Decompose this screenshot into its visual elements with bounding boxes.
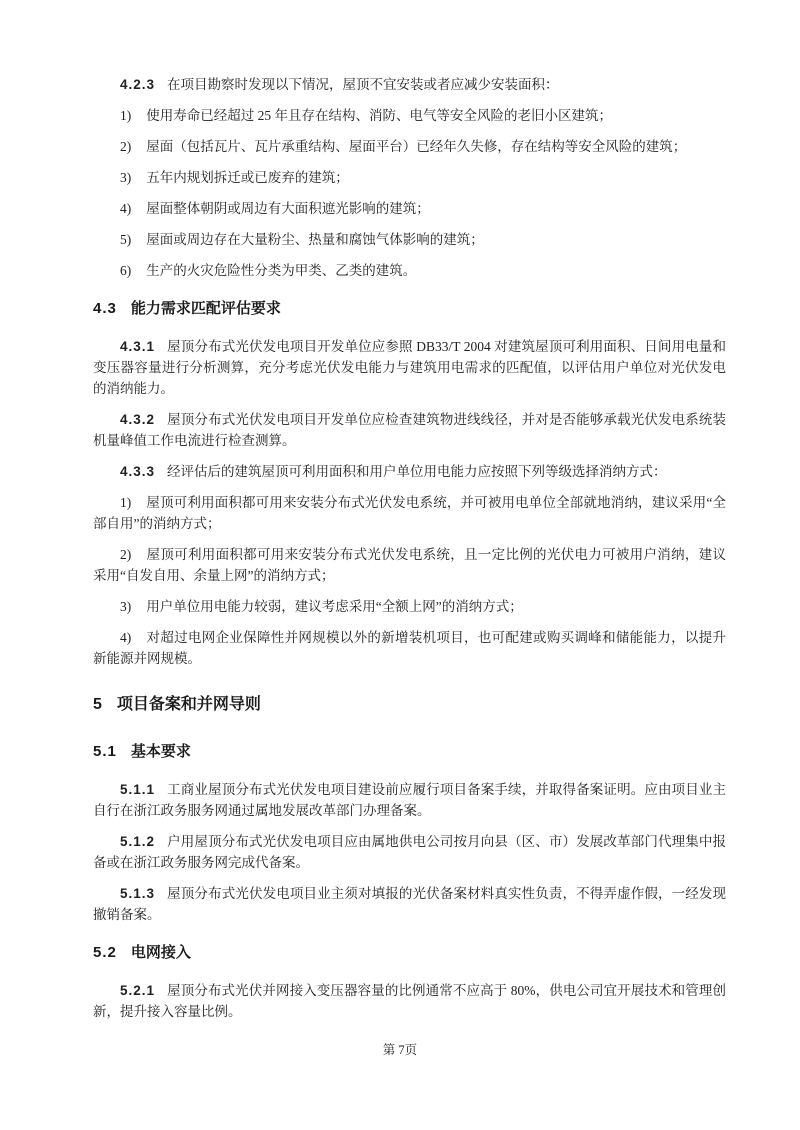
clause-4-3-3: [93, 461, 726, 482]
item-text: 屋面或周边存在大量粉尘、热量和腐蚀气体影响的建筑；: [146, 232, 484, 247]
clause-4-3-2: [93, 409, 726, 451]
clause-number: 5.1.2: [120, 834, 156, 849]
heading-text: 项目备案和并网导则: [116, 696, 261, 713]
clause-5-1-2: [93, 831, 726, 873]
item-number: 6): [120, 263, 132, 278]
item-text: 屋顶可利用面积都可用来安装分布式光伏发电系统，并可被用电单位全部就地消纳，建议采用“全部自用”的消纳方式；: [93, 495, 726, 531]
clause-text: 经评估后的建筑屋顶可利用面积和用户单位用电能力应按照下列等级选择消纳方式：: [167, 464, 667, 479]
clause-text: 屋顶分布式光伏并网接入变压器容量的比例通常不应高于 80%，供电公司宜开展技术和管理创新，提升接入容量比例。: [93, 983, 726, 1019]
item-text: 对超过电网企业保障性并网规模以外的新增装机项目，也可配建或购买调峰和储能能力，以提升新能源并网规模。: [93, 630, 726, 666]
item-number: 4): [120, 630, 132, 645]
list-item-4: [93, 627, 726, 669]
clause-text: 屋顶分布式光伏发电项目开发单位应检查建筑物进线线径，并对是否能够承载光伏发电系统装机量峰值工作电流进行检查测算。: [93, 412, 726, 448]
heading-text: 基本要求: [130, 743, 191, 760]
item-number: 5): [120, 232, 132, 247]
item-number: 2): [120, 139, 132, 154]
clause-text: 屋顶分布式光伏发电项目开发单位应参照 DB33/T 2004 对建筑屋顶可利用面积、日间用电量和变压器容量进行分析测算，充分考虑光伏发电能力与建筑用电需求的匹配值，以评估用户单位对光伏发电的消纳能力。: [93, 339, 726, 396]
item-number: 3): [120, 170, 132, 185]
clause-5-1-1: [93, 779, 726, 821]
list-item-1: [93, 105, 726, 126]
item-number: 2): [120, 547, 132, 562]
heading-number: 4.3: [93, 300, 117, 317]
list-item-5: [93, 229, 726, 250]
clause-text: 工商业屋顶分布式光伏发电项目建设前应履行项目备案手续，并取得备案证明。应由项目业主自行在浙江政务服务网通过属地发展改革部门办理备案。: [93, 782, 726, 818]
item-number: 1): [120, 108, 132, 123]
heading-number: 5.2: [93, 944, 117, 961]
document-body: [93, 74, 726, 1032]
list-item-2: [93, 136, 726, 157]
clause-text: 户用屋顶分布式光伏发电项目应由属地供电公司按月向县（区、市）发展改革部门代理集中报备或在浙江政务服务网完成代备案。: [93, 834, 726, 870]
clause-text: 在项目勘察时发现以下情况，屋顶不宜安装或者应减少安装面积：: [167, 77, 559, 92]
item-number: 3): [120, 599, 132, 614]
clause-4-3-1: [93, 336, 726, 399]
clause-number: 5.1.3: [120, 886, 156, 901]
list-item-3: [93, 596, 726, 617]
list-item-2: [93, 544, 726, 586]
item-text: 五年内规划拆迁或已废弃的建筑；: [146, 170, 349, 185]
item-number: 1): [120, 495, 132, 510]
item-text: 使用寿命已经超过 25 年且存在结构、消防、电气等安全风险的老旧小区建筑；: [146, 108, 612, 123]
page-number: 第 7页: [382, 1043, 418, 1057]
item-text: 屋面（包括瓦片、瓦片承重结构、屋面平台）已经年久失修，存在结构等安全风险的建筑；: [146, 139, 687, 154]
clause-4-2-3: [93, 74, 726, 95]
list-item-3: [93, 167, 726, 188]
heading-number: 5.1: [93, 743, 117, 760]
clause-text: 屋顶分布式光伏发电项目业主须对填报的光伏备案材料真实性负责，不得弄虚作假，一经发现撤销备案。: [93, 886, 726, 922]
clause-number: 5.1.1: [120, 782, 156, 797]
clause-5-2-1: [93, 980, 726, 1022]
clause-number: 4.3.2: [120, 412, 156, 427]
section-heading-5-2: [93, 943, 726, 963]
item-text: 屋顶可利用面积都可用来安装分布式光伏发电系统，且一定比例的光伏电力可被用户消纳，建议采用“自发自用、余量上网”的消纳方式；: [93, 547, 726, 583]
heading-number: 5: [93, 696, 103, 713]
item-number: 4): [120, 201, 132, 216]
chapter-heading-5: [93, 694, 726, 715]
clause-number: 4.3.1: [120, 339, 156, 354]
clause-number: 4.3.3: [120, 464, 156, 479]
item-text: 用户单位用电能力较弱，建议考虑采用“全额上网”的消纳方式；: [146, 599, 523, 614]
section-heading-4-3: [93, 299, 726, 319]
list-item-6: [93, 260, 726, 281]
item-text: 生产的火灾危险性分类为甲类、乙类的建筑。: [146, 263, 417, 278]
list-item-1: [93, 492, 726, 534]
heading-text: 电网接入: [130, 944, 191, 961]
clause-number: 5.2.1: [120, 983, 156, 998]
item-text: 屋面整体朝阴或周边有大面积遮光影响的建筑；: [146, 201, 430, 216]
clause-number: 4.2.3: [120, 77, 156, 92]
clause-5-1-3: [93, 883, 726, 925]
heading-text: 能力需求匹配评估要求: [130, 300, 281, 317]
section-heading-5-1: [93, 742, 726, 762]
list-item-4: [93, 198, 726, 219]
